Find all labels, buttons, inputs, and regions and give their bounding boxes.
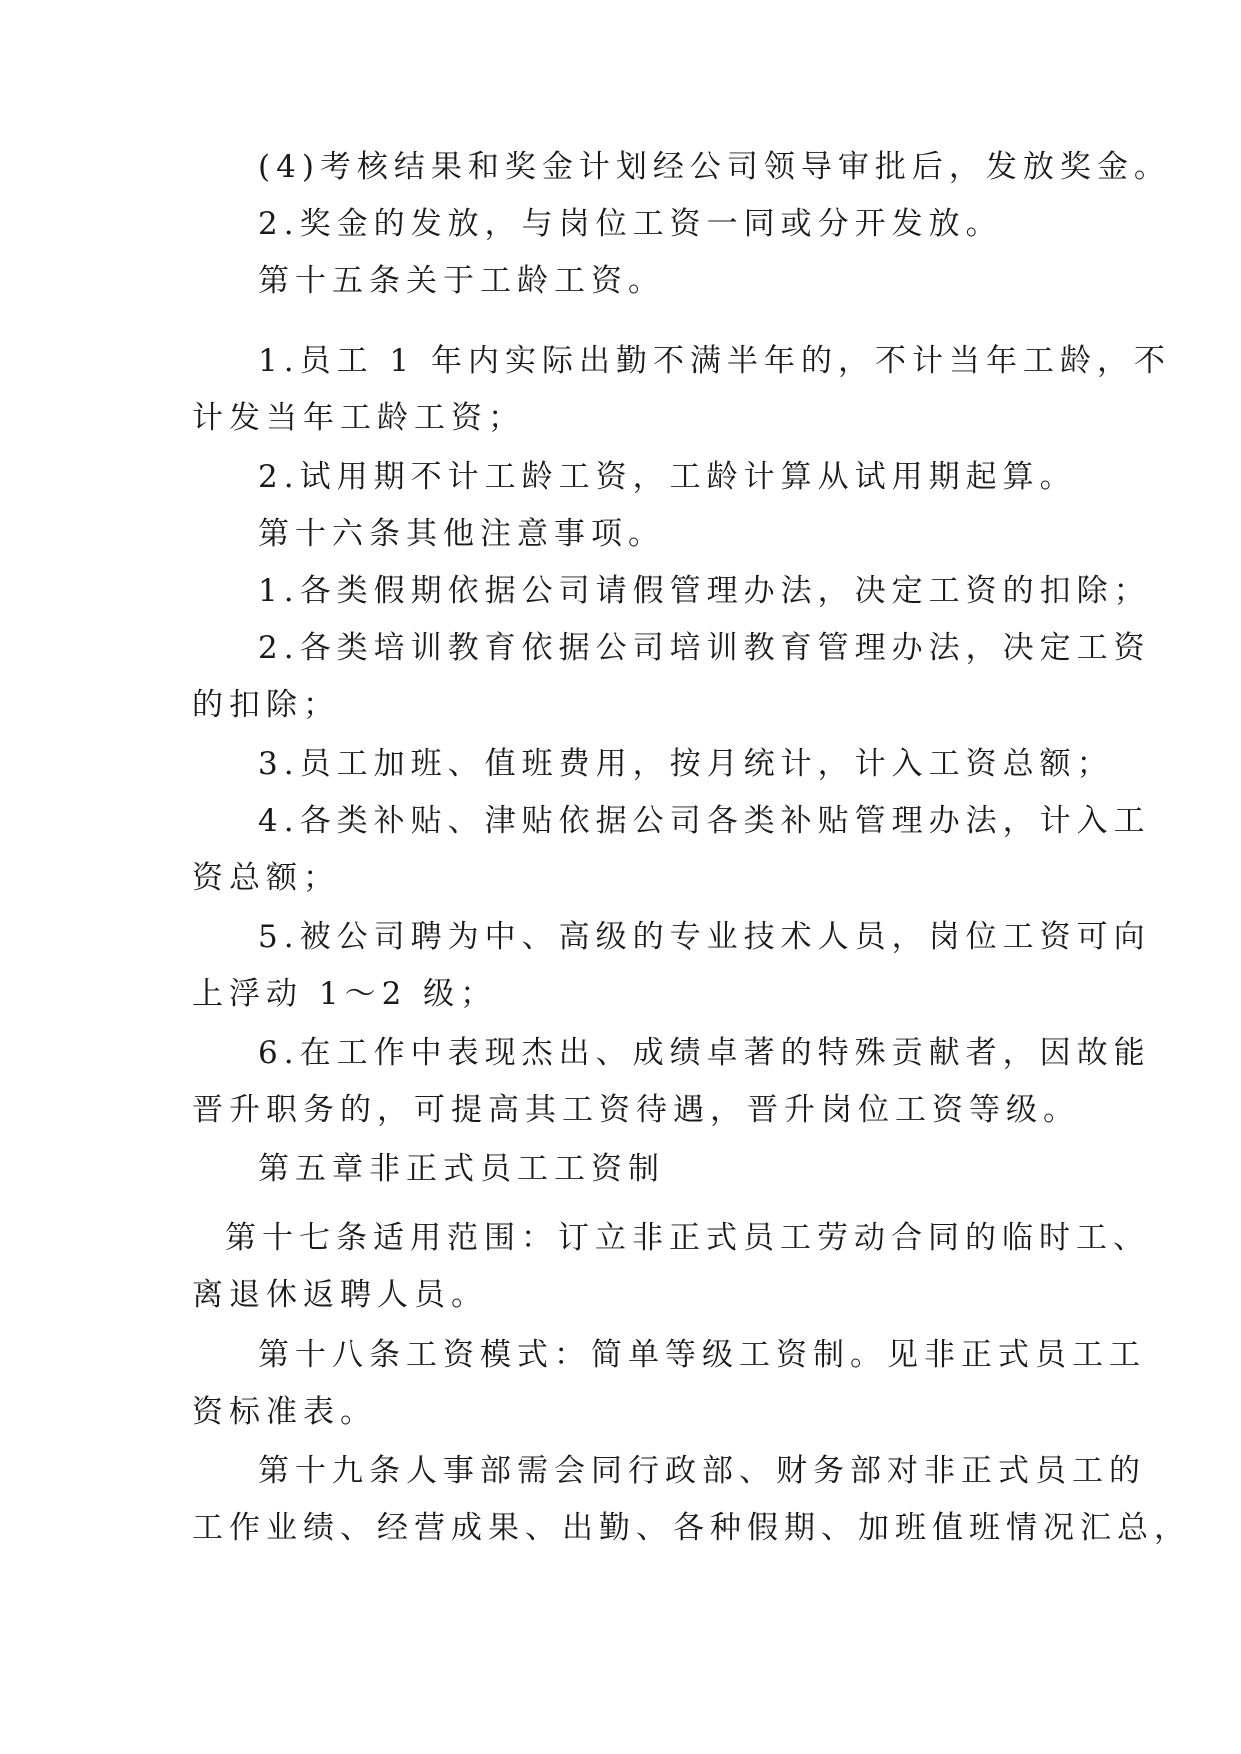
text-line: 第十五条关于工龄工资。 <box>258 263 665 299</box>
text-line: 上浮动 1～2 级； <box>192 976 498 1012</box>
text-line: 5.被公司聘为中、高级的专业技术人员，岗位工资可向 <box>258 919 1151 955</box>
text-line: 2.试用期不计工龄工资，工龄计算从试用期起算。 <box>258 459 1077 495</box>
text-line: 的扣除； <box>192 687 340 723</box>
text-line: 1.各类假期依据公司请假管理办法，决定工资的扣除； <box>258 573 1151 609</box>
text-line: 离退休返聘人员。 <box>192 1277 488 1313</box>
text-line: 第五章非正式员工工资制 <box>258 1151 665 1187</box>
text-line: 第十七条适用范围：订立非正式员工劳动合同的临时工、 <box>225 1220 1150 1256</box>
text-line: 资标准表。 <box>192 1394 377 1430</box>
text-line: 2.奖金的发放，与岗位工资一同或分开发放。 <box>258 206 1003 242</box>
text-line: 1.员工 1 年内实际出勤不满半年的，不计当年工龄，不 <box>258 343 1172 379</box>
text-line: 第十六条其他注意事项。 <box>258 516 665 552</box>
text-line: 第十九条人事部需会同行政部、财务部对非正式员工的 <box>258 1453 1146 1489</box>
text-line: 2.各类培训教育依据公司培训教育管理办法，决定工资 <box>258 630 1151 666</box>
text-line: 3.员工加班、值班费用，按月统计，计入工资总额； <box>258 746 1114 782</box>
text-line: 晋升职务的，可提高其工资待遇，晋升岗位工资等级。 <box>192 1092 1080 1128</box>
text-line: 资总额； <box>192 860 340 896</box>
text-line: 工作业绩、经营成果、出勤、各种假期、加班值班情况汇总， <box>192 1510 1191 1546</box>
text-line: 6.在工作中表现杰出、成绩卓著的特殊贡献者，因故能 <box>258 1035 1151 1071</box>
text-line: 计发当年工龄工资； <box>192 400 525 436</box>
text-line: (4)考核结果和奖金计划经公司领导审批后，发放奖金。 <box>258 149 1171 185</box>
text-line: 4.各类补贴、津贴依据公司各类补贴管理办法，计入工 <box>258 803 1151 839</box>
text-line: 第十八条工资模式：简单等级工资制。见非正式员工工 <box>258 1337 1146 1373</box>
